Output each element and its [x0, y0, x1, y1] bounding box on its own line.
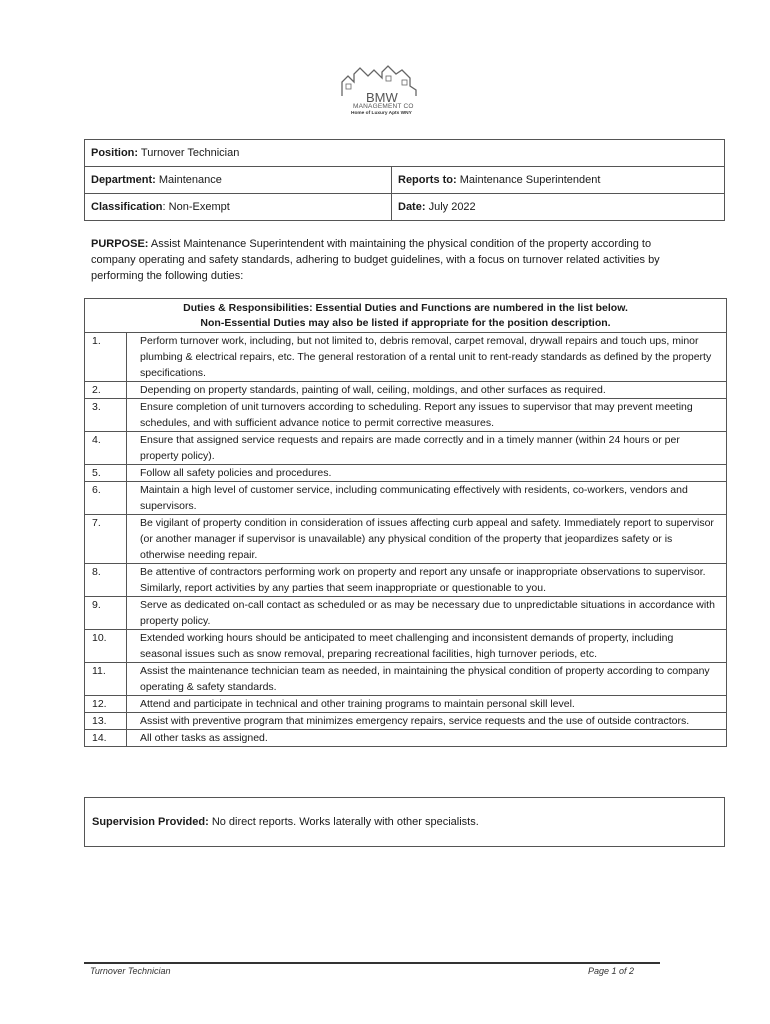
duty-row [85, 696, 726, 713]
duty-number: 14. [85, 730, 127, 746]
company-logo [338, 64, 428, 124]
duty-number: 11. [85, 663, 127, 695]
duty-row [85, 465, 726, 482]
duty-number: 13. [85, 713, 127, 729]
department-label: Department: [91, 174, 156, 186]
duty-text: Attend and participate in technical and other training programs to maintain personal skill level. [140, 698, 575, 710]
duty-text: Maintain a high level of customer service, including communicating effectively with residents, co-workers, vendors and supervisors. [140, 484, 688, 512]
classification-cell [85, 194, 392, 221]
date-label: Date: [398, 201, 426, 213]
duties-header [85, 299, 726, 333]
position-info-table [84, 139, 725, 221]
reports-to-value: Maintenance Superintendent [459, 174, 601, 186]
purpose-label: PURPOSE: [91, 238, 149, 250]
position-cell [85, 140, 725, 167]
duty-text: Depending on property standards, painting of wall, ceiling, moldings, and other surfaces as required. [140, 384, 606, 396]
duty-text: Assist the maintenance technician team as needed, in maintaining the physical condition of property according to company operating & safety standards. [140, 665, 710, 693]
reports-to-label: Reports to: [398, 174, 457, 186]
duty-text: Be vigilant of property condition in consideration of issues affecting curb appeal and safety. Immediately report to supervisor (or another manager if supervisor is unavailable) any physical condition of the property that jeopardizes safety or is otherwise needing repair. [140, 517, 714, 561]
department-cell [85, 167, 392, 194]
department-value: Maintenance [158, 174, 222, 186]
duty-row [85, 382, 726, 399]
supervision-box [84, 797, 725, 847]
duty-text: Follow all safety policies and procedures. [140, 467, 332, 479]
duty-number: 8. [85, 564, 127, 596]
purpose-text: Assist Maintenance Superintendent with maintaining the physical condition of the property according to company operating and safety standards, adhering to budget guidelines, with a focus on turnover related activities by performing the following duties: [91, 238, 660, 282]
duty-number: 12. [85, 696, 127, 712]
duty-number: 1. [85, 333, 127, 381]
duty-text: Assist with preventive program that minimizes emergency repairs, service requests and the use of outside contractors. [140, 715, 690, 727]
duty-number: 2. [85, 382, 127, 398]
classification-value: : Non-Exempt [162, 201, 230, 213]
duty-text: Extended working hours should be anticipated to meet challenging and inconsistent demands of property, including seasonal issues such as snow removal, preparing recreational facilities, high turnover periods, etc. [140, 632, 674, 660]
duties-header-line-2: Non-Essential Duties may also be listed if appropriate for the position description. [200, 317, 611, 329]
reports-to-cell [392, 167, 725, 194]
classification-label: Classification [91, 201, 163, 213]
duty-row [85, 713, 726, 730]
duty-list [85, 333, 726, 747]
duty-row [85, 630, 726, 663]
duty-text: Ensure that assigned service requests and repairs are made correctly and in a timely manner (within 24 hours or per property policy). [140, 434, 680, 462]
date-value: July 2022 [428, 201, 476, 213]
duty-row [85, 730, 726, 747]
purpose-paragraph [91, 236, 691, 284]
supervision-label: Supervision Provided: [92, 816, 209, 828]
position-label: Position: [91, 147, 139, 159]
duty-number: 4. [85, 432, 127, 464]
duty-number: 9. [85, 597, 127, 629]
duty-row [85, 564, 726, 597]
duty-number: 10. [85, 630, 127, 662]
footer-document-title: Turnover Technician [90, 966, 171, 976]
logo-name: BMW [366, 90, 398, 105]
duties-header-line-1: Duties & Responsibilities: Essential Duties and Functions are numbered in the list below. [183, 302, 628, 314]
duty-row [85, 663, 726, 696]
duty-row [85, 597, 726, 630]
duty-number: 7. [85, 515, 127, 563]
duty-row [85, 515, 726, 564]
duty-text: All other tasks as assigned. [140, 732, 268, 744]
duty-row [85, 399, 726, 432]
duty-number: 5. [85, 465, 127, 481]
footer-divider [84, 962, 660, 964]
duty-row [85, 333, 726, 382]
position-value: Turnover Technician [140, 147, 240, 159]
date-cell [392, 194, 725, 221]
footer-page-number: Page 1 of 2 [588, 966, 635, 976]
duty-number: 3. [85, 399, 127, 431]
duty-text: Ensure completion of unit turnovers according to scheduling. Report any issues to supervisor that may prevent meeting schedules, and with sufficient advance notice to permit corrective measures. [140, 401, 693, 429]
supervision-content [85, 816, 479, 828]
duties-table [84, 298, 727, 747]
supervision-text: No direct reports. Works laterally with other specialists. [211, 816, 479, 828]
duty-number: 6. [85, 482, 127, 514]
duty-row [85, 432, 726, 465]
logo-tagline: Home of Luxury Apts WNY [351, 111, 412, 116]
logo-subtitle: MANAGEMENT CO [353, 103, 414, 110]
duty-text: Perform turnover work, including, but not limited to, debris removal, carpet removal, drywall repairs and touch ups, minor plumbing & electrical repairs, etc. The general restoration of a rental unit to rent-ready standards as defined by the property specifications. [140, 335, 712, 379]
duty-row [85, 482, 726, 515]
duty-text: Be attentive of contractors performing work on property and report any unsafe or inappropriate observations to supervisor. Similarly, report activities by any parties that seem inappropriate or questionable to you. [140, 566, 706, 594]
duty-text: Serve as dedicated on-call contact as scheduled or as may be necessary due to unpredictable situations in accordance with property policy. [140, 599, 715, 627]
